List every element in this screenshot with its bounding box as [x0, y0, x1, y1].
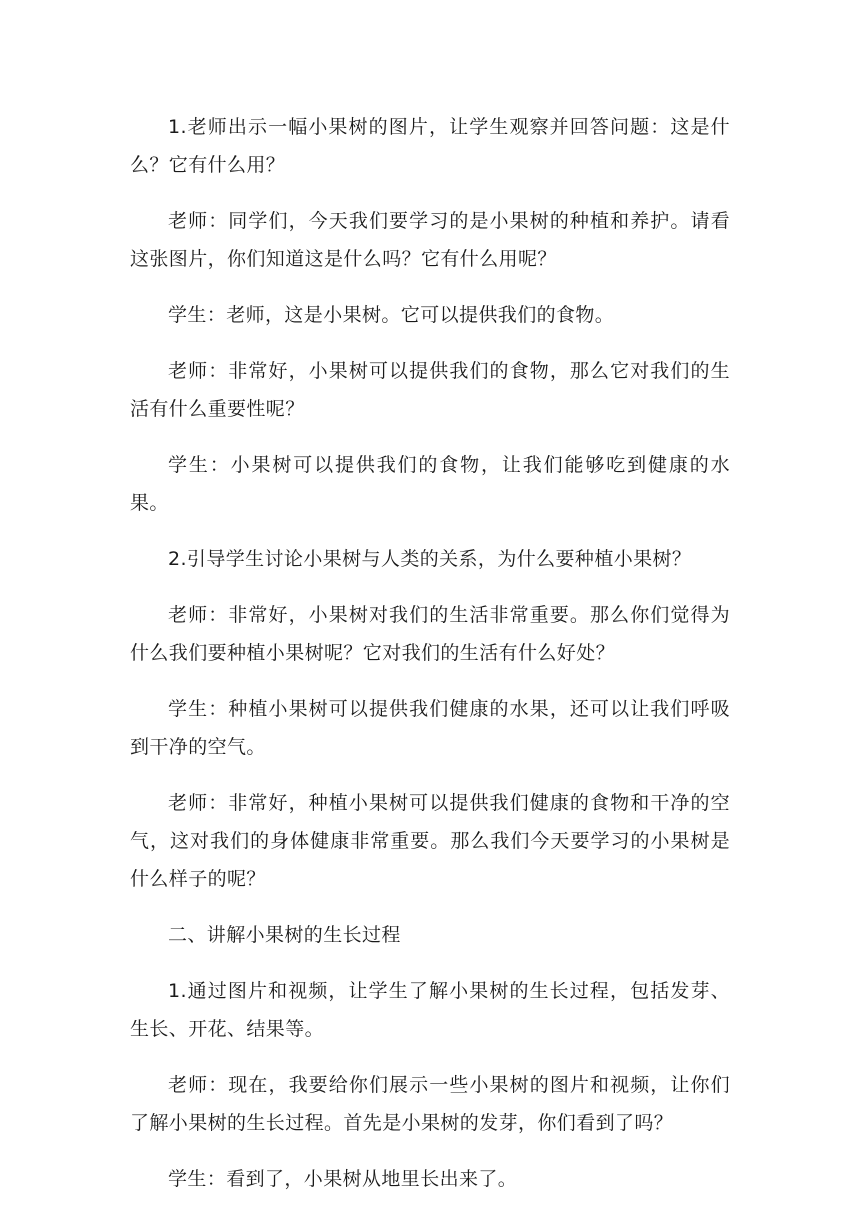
paragraph: 学生：看到了，小果树从地里长出来了。: [168, 1168, 518, 1190]
section-heading: 二、讲解小果树的生长过程: [168, 924, 401, 946]
paragraph: 老师：非常好，种植小果树可以提供我们健康的食物和干净的空气，这对我们的身体健康非常重要。那么我们今天要学习的小果树是什么样子的呢？: [130, 792, 730, 890]
paragraph: 老师：非常好，小果树对我们的生活非常重要。那么你们觉得为什么我们要种植小果树呢？它对我们的生活有什么好处？: [130, 604, 730, 664]
paragraph: 学生：种植小果树可以提供我们健康的水果，还可以让我们呼吸到干净的空气。: [130, 698, 730, 758]
paragraph: 老师：现在，我要给你们展示一些小果树的图片和视频，让你们了解小果树的生长过程。首先是小果树的发芽，你们看到了吗？: [130, 1074, 730, 1134]
paragraph: 1.老师出示一幅小果树的图片，让学生观察并回答问题：这是什么？它有什么用？: [130, 116, 730, 176]
paragraph: 1.通过图片和视频，让学生了解小果树的生长过程，包括发芽、生长、开花、结果等。: [130, 980, 730, 1040]
paragraph: 学生：小果树可以提供我们的食物，让我们能够吃到健康的水果。: [130, 454, 730, 514]
document-body: [130, 108, 730, 1216]
paragraph: 老师：非常好，小果树可以提供我们的食物，那么它对我们的生活有什么重要性呢？: [130, 360, 730, 420]
paragraph: 老师：同学们，今天我们要学习的是小果树的种植和养护。请看这张图片，你们知道这是什么吗？它有什么用呢？: [130, 210, 730, 270]
paragraph: 学生：老师，这是小果树。它可以提供我们的食物。: [168, 304, 615, 326]
paragraph: 2.引导学生讨论小果树与人类的关系，为什么要种植小果树？: [168, 548, 692, 570]
